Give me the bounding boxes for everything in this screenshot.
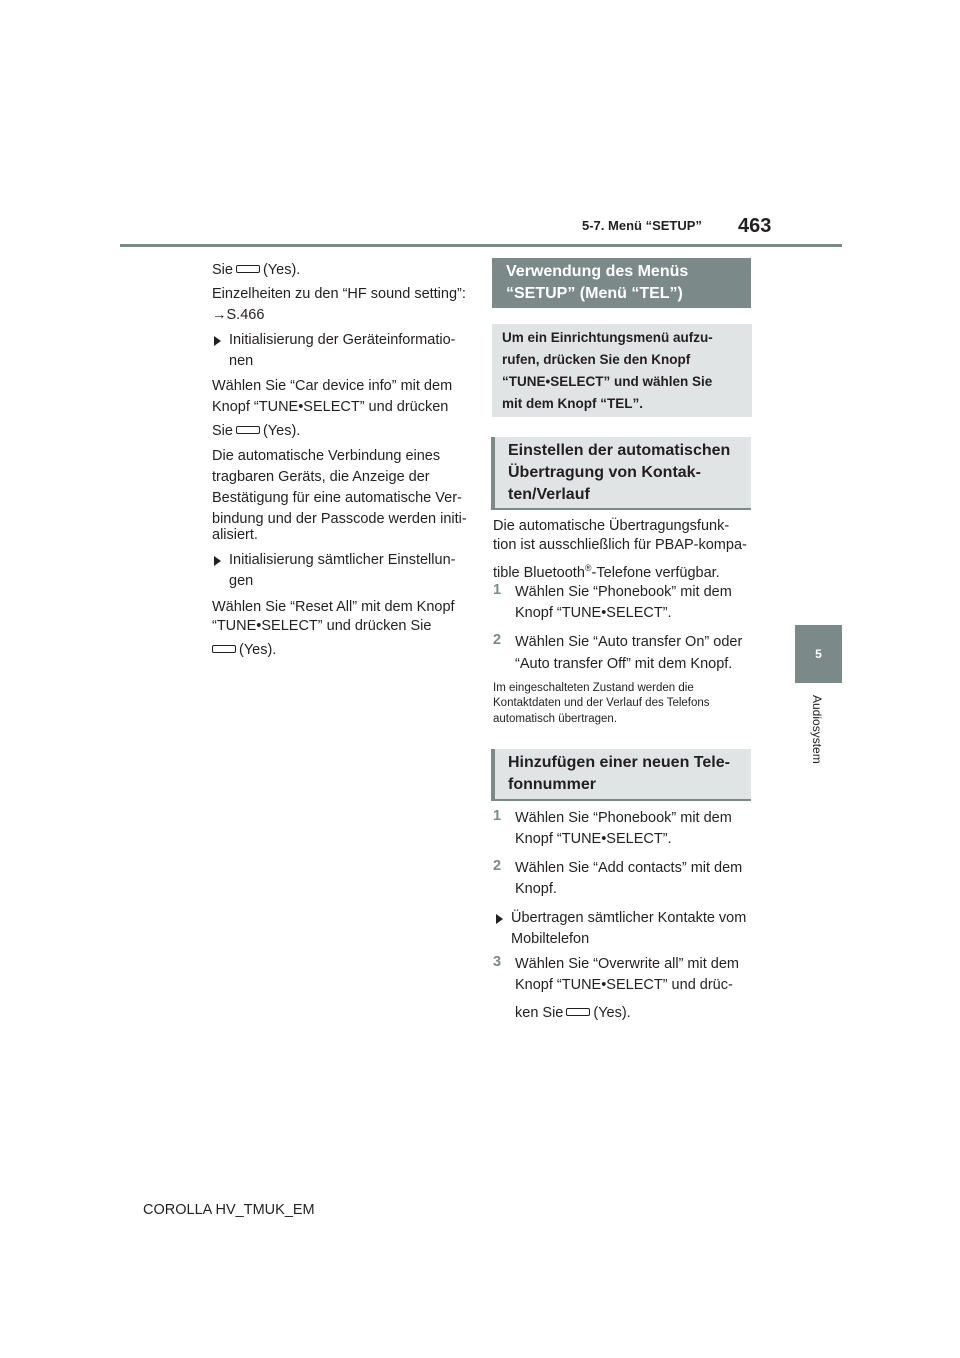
phones-text: -Telefone verfügbar. <box>591 564 720 581</box>
p2-line-3: Bestätigung für eine automatische Ver- <box>212 490 462 506</box>
step-number: 1 <box>493 582 502 598</box>
yes-text-3: (Yes). <box>239 642 277 658</box>
registered-mark: ® <box>584 563 592 573</box>
chapter-number: 5 <box>815 647 822 661</box>
detail-line-1: Einzelheiten zu den “HF sound setting”: <box>212 286 466 302</box>
p1-line-2: Knopf “TUNE•SELECT” und drücken <box>212 399 449 415</box>
yes-button-icon <box>212 645 236 653</box>
step3b-line-1: Wählen Sie “Overwrite all” mit dem <box>515 956 739 972</box>
r-bullet-line-1: Übertragen sämtlicher Kontakte vom <box>511 910 747 926</box>
intro-line-1: Um ein Einrichtungsmenü aufzu- <box>502 329 713 345</box>
note-line-2: Kontaktdaten und der Verlauf des Telefons <box>493 697 710 709</box>
ken-sie-text: ken Sie <box>515 1005 564 1021</box>
intro-line-4: mit dem Knopf “TEL”. <box>502 395 643 411</box>
yes-text-4: (Yes). <box>593 1005 631 1021</box>
bullet-1-line-1: Initialisierung der Geräteinformatio- <box>229 332 456 348</box>
p2-line-4: bindung und der Passcode werden initi- <box>212 511 467 527</box>
page-ref-link[interactable]: →S.466 <box>212 307 265 323</box>
p2-line-5: alisiert. <box>212 527 258 543</box>
step-number: 1 <box>493 808 502 824</box>
footer-model: COROLLA HV_TMUK_EM <box>143 1202 315 1218</box>
step3b-line-3 <box>515 1003 631 1024</box>
p2-line-1: Die automatische Verbindung eines <box>212 448 441 464</box>
p3-line-1: Wählen Sie “Reset All” mit dem Knopf <box>212 599 455 615</box>
step-number: 3 <box>493 954 502 970</box>
section-banner <box>492 258 751 308</box>
subheading-1-line-3: ten/Verlauf <box>508 485 590 503</box>
bullet-triangle-icon <box>496 914 503 924</box>
bullet-2-line-2: gen <box>229 573 254 589</box>
bullet-1-line-2: nen <box>229 353 254 369</box>
r-bullet-line-2: Mobiltelefon <box>511 931 590 947</box>
note-line-1: Im eingeschalteten Zustand werden die <box>493 682 694 694</box>
intro-line-3: “TUNE•SELECT” und wählen Sie <box>502 373 713 389</box>
step2a-line-1: Wählen Sie “Auto transfer On” oder <box>515 634 743 650</box>
left-line-yes-3 <box>209 640 276 661</box>
bullet-2-line-1: Initialisierung sämtlicher Einstellun- <box>229 552 456 568</box>
subheading-1-line-1: Einstellen der automatischen <box>508 441 731 459</box>
sie-text-1: Sie <box>212 262 233 278</box>
yes-text-2: (Yes). <box>262 423 301 439</box>
step1b-line-1: Wählen Sie “Phonebook” mit dem <box>515 810 732 826</box>
intro-box <box>492 324 752 417</box>
step1a-line-1: Wählen Sie “Phonebook” mit dem <box>515 584 732 600</box>
yes-button-icon <box>566 1008 590 1016</box>
intro-line-2: rufen, drücken Sie den Knopf <box>502 351 691 367</box>
step-number: 2 <box>493 858 502 874</box>
step-number: 2 <box>493 632 502 648</box>
yes-button-icon <box>236 265 260 273</box>
p3-line-2: “TUNE•SELECT” und drücken Sie <box>212 618 432 634</box>
yes-button-icon <box>236 426 260 434</box>
step1b-line-2: Knopf “TUNE•SELECT”. <box>515 831 672 847</box>
section-banner-line-1: Verwendung des Menüs <box>506 263 689 280</box>
step3b-line-2: Knopf “TUNE•SELECT” und drüc- <box>515 977 733 993</box>
subheading-add-number <box>491 749 751 801</box>
note-line-3: automatisch übertragen. <box>493 713 618 725</box>
r-p1-line-3 <box>493 558 720 584</box>
header-rule <box>120 244 842 247</box>
left-line-sie-2 <box>212 421 300 442</box>
subheading-2-line-2: fonnummer <box>508 776 596 793</box>
p2-line-2: tragbaren Geräts, die Anzeige der <box>212 469 430 485</box>
page-number: 463 <box>738 215 772 237</box>
chapter-label: Audiosystem <box>810 695 824 764</box>
subheading-auto-transfer <box>491 437 751 510</box>
subheading-2-line-1: Hinzufügen einer neuen Tele- <box>508 754 730 771</box>
step1a-line-2: Knopf “TUNE•SELECT”. <box>515 605 672 621</box>
subheading-1-line-2: Übertragung von Kontak- <box>508 463 701 481</box>
section-title: 5-7. Menü “SETUP” <box>582 218 702 233</box>
p1-line-1: Wählen Sie “Car device info” mit dem <box>212 378 453 394</box>
step2b-line-1: Wählen Sie “Add contacts” mit dem <box>515 860 743 876</box>
chapter-tab[interactable] <box>795 625 842 683</box>
bullet-triangle-icon <box>214 336 221 346</box>
step2b-line-2: Knopf. <box>515 881 557 897</box>
section-banner-line-2: “SETUP” (Menü “TEL”) <box>506 285 683 302</box>
left-line-sie-1 <box>212 260 300 281</box>
sie-text-2: Sie <box>212 423 233 439</box>
bluetooth-text: tible Bluetooth <box>493 564 585 581</box>
r-p1-line-2: tion ist ausschließlich für PBAP-kompa- <box>493 537 747 553</box>
step2a-line-2: “Auto transfer Off” mit dem Knopf. <box>515 656 733 672</box>
r-p1-line-1: Die automatische Übertragungsfunk- <box>493 518 730 534</box>
yes-text-1: (Yes). <box>262 262 301 278</box>
bullet-triangle-icon <box>214 556 221 566</box>
